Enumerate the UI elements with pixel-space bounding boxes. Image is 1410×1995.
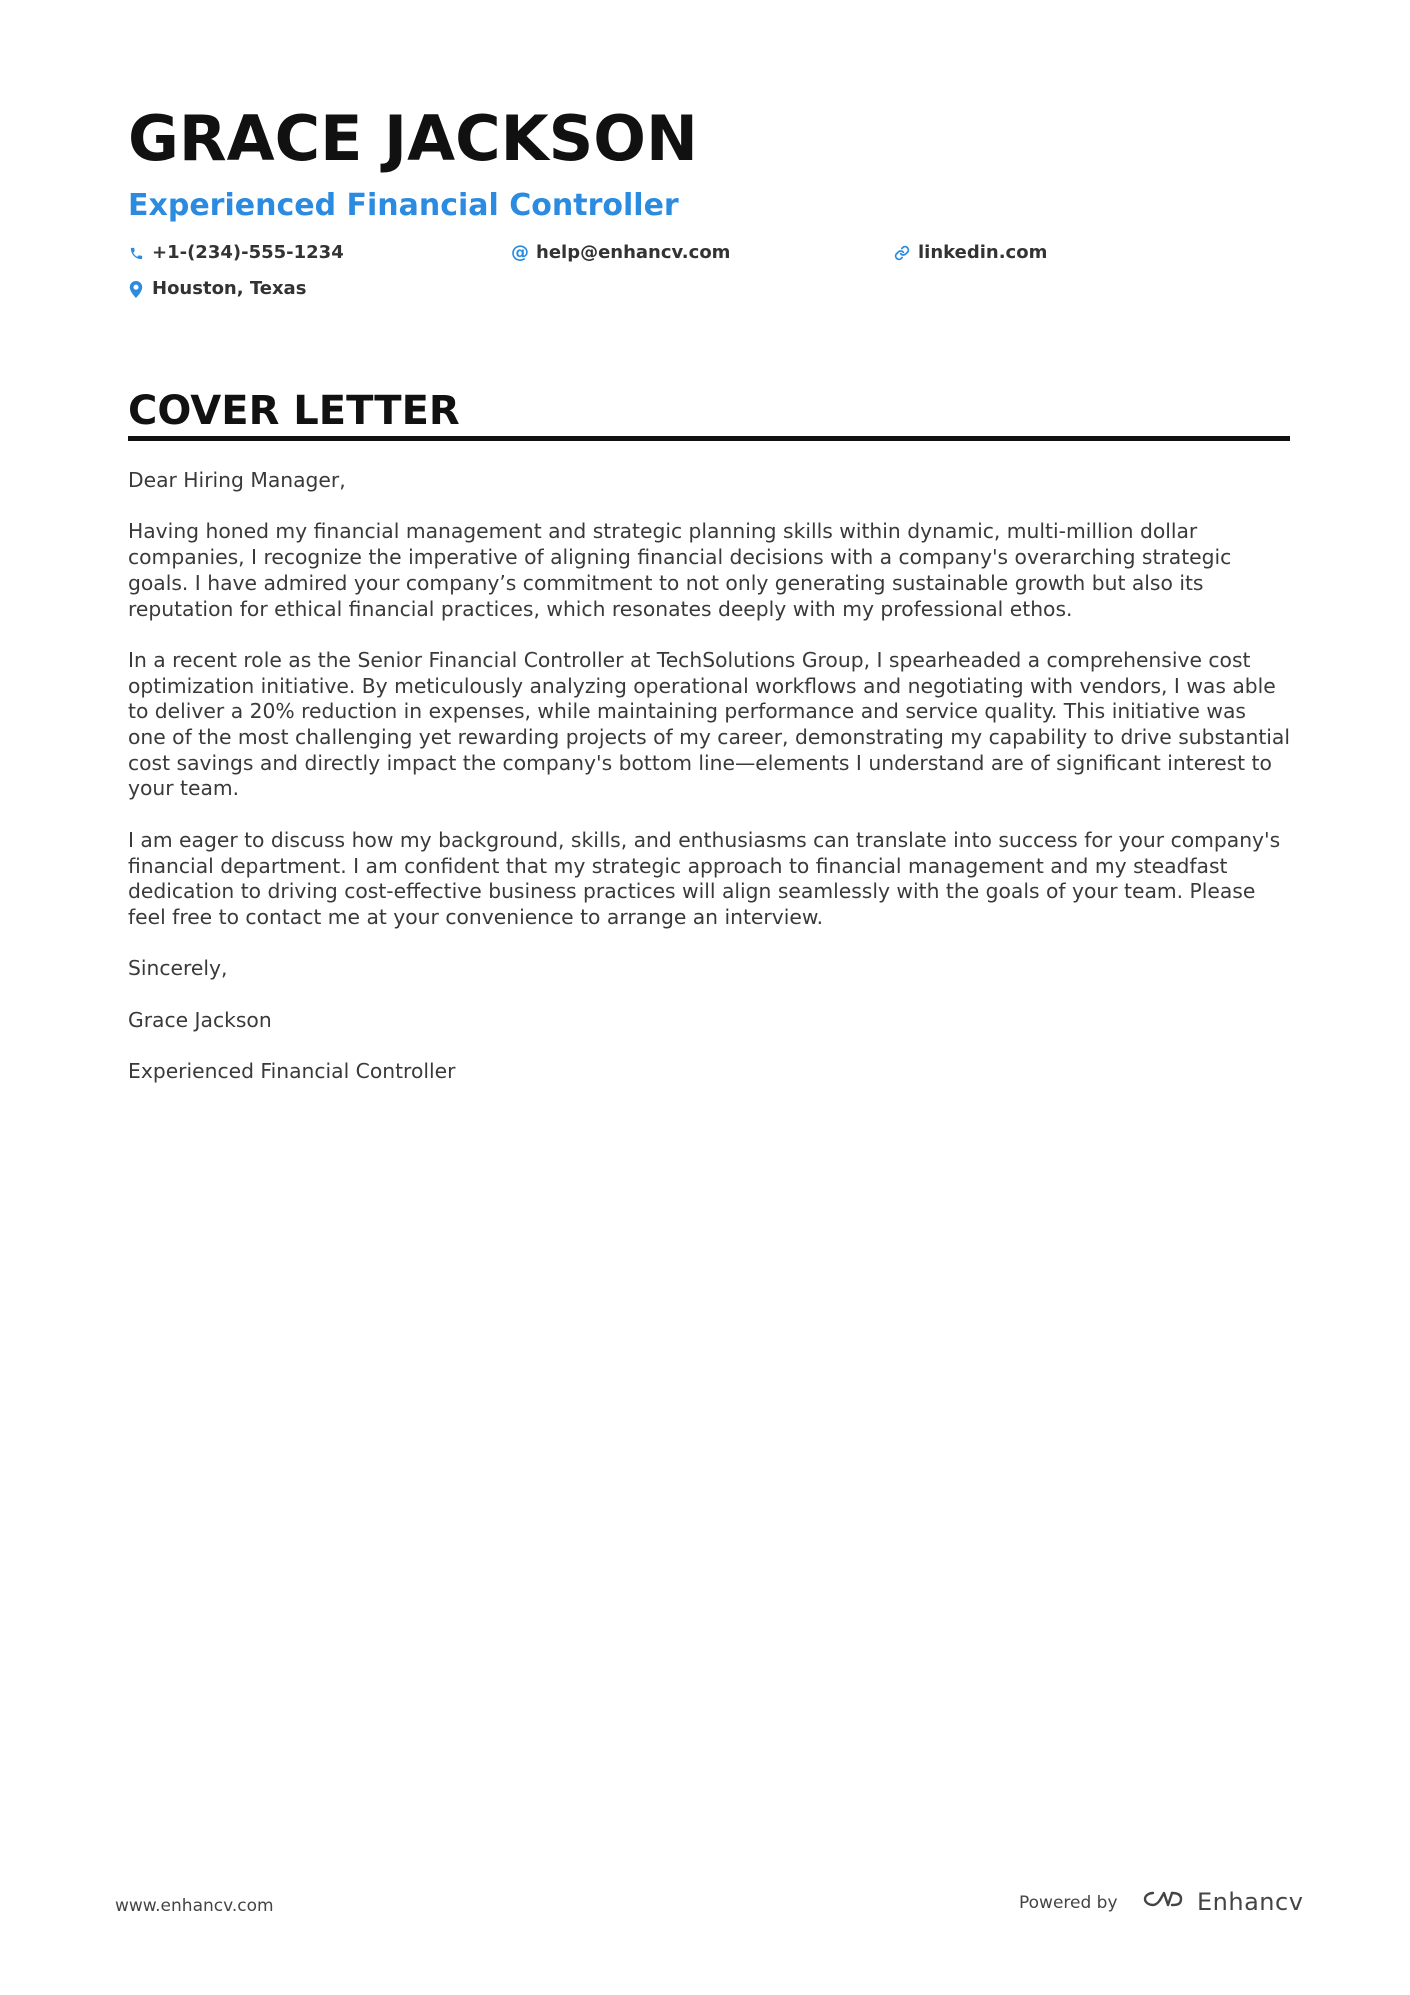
contact-location xyxy=(128,280,306,298)
footer-brand-name: Enhancv xyxy=(1197,1887,1304,1916)
candidate-name: GRACE JACKSON xyxy=(128,102,698,175)
contact-location-text: Houston, Texas xyxy=(152,278,307,299)
contact-phone-text: +1-(234)-555-1234 xyxy=(152,242,344,263)
footer-website-link[interactable]: www.enhancv.com xyxy=(115,1896,274,1916)
at-icon: @ xyxy=(511,242,529,263)
letter-signature-title: Experienced Financial Controller xyxy=(128,1059,456,1084)
enhancv-logo-icon xyxy=(1139,1887,1187,1916)
candidate-title: Experienced Financial Controller xyxy=(128,188,679,223)
contact-email[interactable] xyxy=(512,244,730,262)
link-icon xyxy=(894,245,910,261)
contact-linkedin-text: linkedin.com xyxy=(918,242,1048,263)
letter-signature-name: Grace Jackson xyxy=(128,1007,272,1032)
contact-phone[interactable] xyxy=(128,244,344,262)
letter-paragraph-2: In a recent role as the Senior Financial Controller at TechSolutions Group, I spearheaded a comprehensive cost optimization initiative. By meticulously analyzing operational workflows and negotiating with vendors, I was able to deliver a 20% reduction in expenses, while maintaining performance and service quality. This initiative was one of the most challenging yet rewarding projects of my career, demonstrating my capability to drive substantial cost savings and directly impact the company's bottom line—elements I understand are of significant interest to your team. xyxy=(128,647,1290,801)
section-divider xyxy=(128,436,1290,441)
letter-paragraph-3: I am eager to discuss how my background, skills, and enthusiasms can translate into success for your company's financial department. I am confident that my strategic approach to financial management and my steadfast dedication to driving cost-effective business practices will align seamlessly with the goals of your team. Please feel free to contact me at your convenience to arrange an interview. xyxy=(128,827,1281,929)
phone-icon xyxy=(128,245,144,261)
location-pin-icon xyxy=(128,281,144,297)
footer-brand[interactable] xyxy=(1139,1887,1303,1916)
letter-greeting: Dear Hiring Manager, xyxy=(128,468,346,492)
contact-email-text: help@enhancv.com xyxy=(536,242,731,263)
letter-body xyxy=(128,468,1290,1110)
footer-powered-by: Powered by xyxy=(1019,1893,1118,1913)
letter-paragraph-1: Having honed my financial management and strategic planning skills within dynamic, multi-million dollar companies, I recognize the imperative of aligning financial decisions with a company's overarching strategic goals. I have admired your company’s commitment to not only generating sustainable growth but also its reputation for ethical financial practices, which resonates deeply with my professional ethos. xyxy=(128,519,1232,621)
contact-linkedin[interactable] xyxy=(894,244,1047,262)
section-title: COVER LETTER xyxy=(128,388,460,434)
letter-closing: Sincerely, xyxy=(128,956,228,981)
